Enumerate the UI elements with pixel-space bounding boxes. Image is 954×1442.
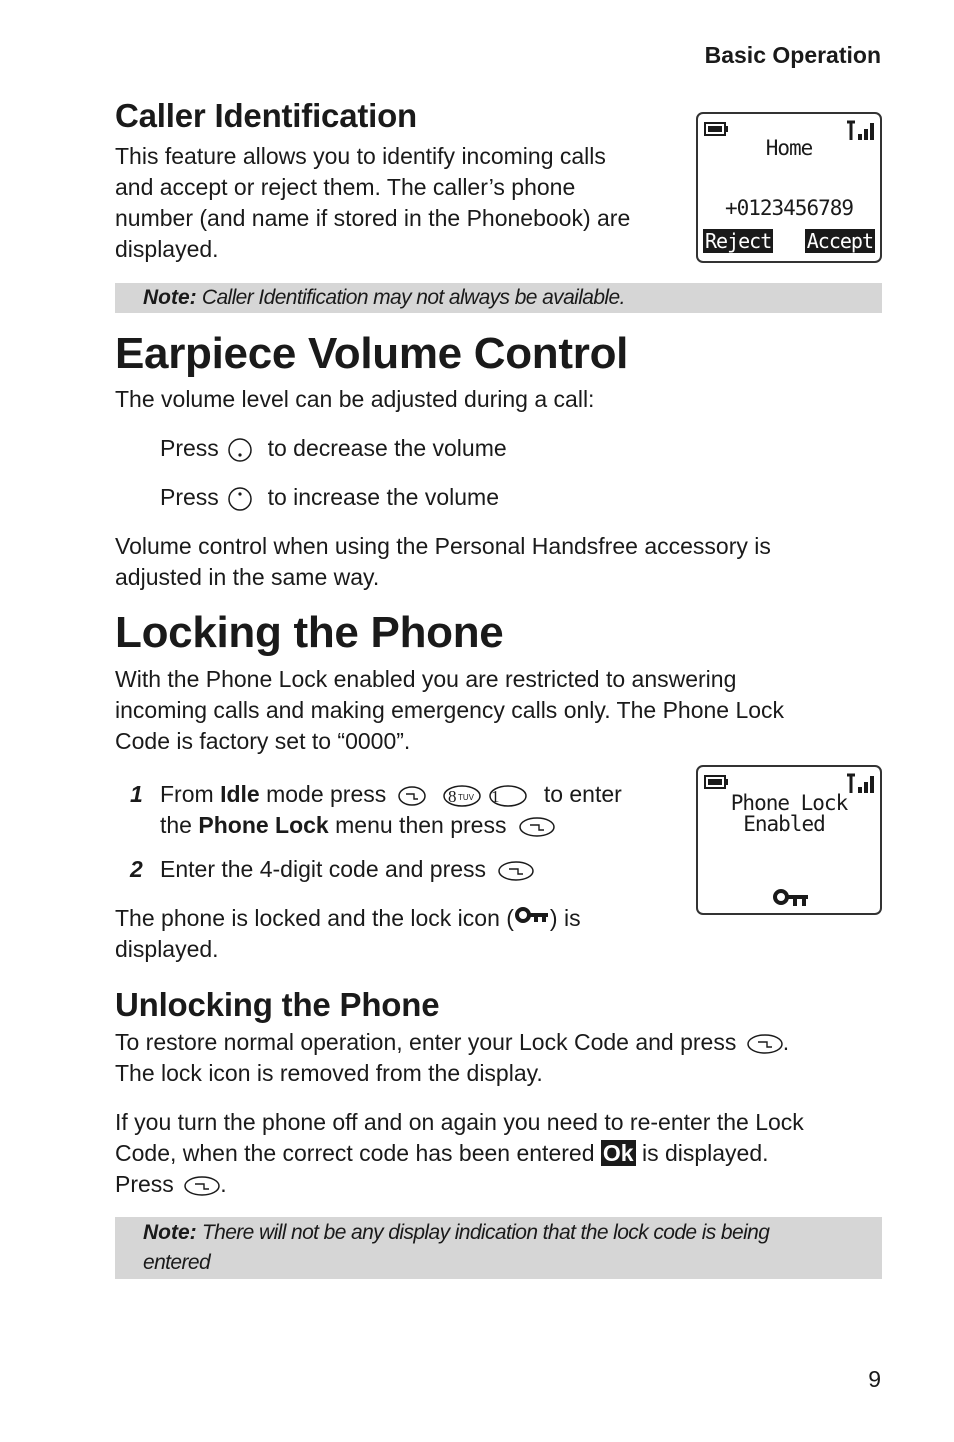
step-1-line-2 bbox=[160, 810, 557, 841]
caller-id-description bbox=[115, 141, 630, 265]
increase-text: to increase the volume bbox=[267, 484, 499, 510]
reject-softkey[interactable]: Reject bbox=[705, 229, 772, 253]
text-run: mode press bbox=[259, 781, 387, 807]
text-run: To restore normal operation, enter your Lock Code and press bbox=[115, 1029, 737, 1055]
volume-intro: The volume level can be adjusted during a call: bbox=[115, 386, 595, 412]
text-run: ) is bbox=[549, 905, 581, 931]
text-run: Code, when the correct code has been entered bbox=[115, 1140, 601, 1166]
volume-decrease-row bbox=[160, 433, 507, 464]
press-label: Press bbox=[160, 435, 219, 461]
key-8-letters: TUV bbox=[458, 792, 475, 802]
text-line: The lock icon is removed from the display. bbox=[115, 1060, 543, 1086]
text-line: displayed. bbox=[115, 236, 219, 262]
step-2-line bbox=[160, 854, 536, 885]
text-line: adjusted in the same way. bbox=[115, 564, 380, 590]
select-key-icon bbox=[745, 1033, 785, 1055]
text-run: The phone is locked and the lock icon ( bbox=[115, 905, 514, 931]
text-line: With the Phone Lock enabled you are restricted to answering bbox=[115, 666, 737, 692]
key-8-icon bbox=[441, 784, 483, 808]
text-line: number (and name if stored in the Phonebook) are bbox=[115, 205, 631, 231]
text-run: to enter bbox=[543, 781, 622, 807]
battery-icon bbox=[704, 775, 728, 789]
key-1-digit: 1 bbox=[491, 786, 500, 806]
text-line bbox=[115, 1169, 882, 1200]
text-line: incoming calls and making emergency calls only. The Phone Lock bbox=[115, 697, 785, 723]
note-text: Caller Identification may not always be available. bbox=[196, 286, 625, 309]
ok-indicator: Ok bbox=[602, 1140, 634, 1166]
phone-lock-line-1: Phone Lock bbox=[730, 791, 848, 815]
select-key-icon bbox=[517, 816, 557, 838]
phone-lock-screen bbox=[696, 765, 882, 915]
caller-id-title: Caller Identification bbox=[115, 97, 418, 134]
step-1-line-1 bbox=[160, 779, 622, 810]
key-1-icon bbox=[487, 784, 529, 808]
phone-lock-menu-label: Phone Lock bbox=[198, 812, 329, 838]
caller-name: Home bbox=[765, 136, 813, 160]
accept-softkey[interactable]: Accept bbox=[806, 229, 873, 253]
text-run: . bbox=[782, 1029, 790, 1055]
text-line: If you turn the phone off and on again you need to re-enter the Lock bbox=[115, 1109, 804, 1135]
unlocking-note bbox=[115, 1217, 882, 1279]
text-run: menu then press bbox=[328, 812, 507, 838]
running-header: Basic Operation bbox=[704, 42, 881, 68]
lock-icon bbox=[514, 906, 550, 928]
note-text: There will not be any display indication that the lock code is being bbox=[196, 1221, 770, 1244]
note-label: Note: bbox=[143, 286, 197, 309]
press-label: Press bbox=[160, 484, 219, 510]
locked-description bbox=[115, 903, 675, 965]
locking-description bbox=[115, 664, 784, 757]
volume-handsfree-text bbox=[115, 531, 771, 593]
text-run: Press bbox=[115, 1171, 174, 1197]
decrease-text: to decrease the volume bbox=[267, 435, 507, 461]
unlocking-paragraph-1 bbox=[115, 1027, 882, 1089]
step-2 bbox=[115, 854, 675, 885]
text-line: displayed. bbox=[115, 936, 219, 962]
volume-title: Earpiece Volume Control bbox=[115, 329, 629, 378]
note-label: Note: bbox=[143, 1221, 197, 1244]
text-line: This feature allows you to identify incoming calls bbox=[115, 143, 606, 169]
page-number: 9 bbox=[868, 1366, 881, 1392]
select-key-icon bbox=[397, 785, 427, 807]
battery-icon bbox=[704, 122, 728, 136]
unlocking-title: Unlocking the Phone bbox=[115, 986, 440, 1023]
volume-increase-row bbox=[160, 482, 499, 513]
text-line: Code is factory set to “0000”. bbox=[115, 728, 411, 754]
step-1 bbox=[115, 779, 675, 841]
text-line bbox=[143, 1218, 882, 1248]
caller-id-note bbox=[115, 283, 882, 313]
caller-id-screen bbox=[696, 112, 882, 263]
text-line: and accept or reject them. The caller’s phone bbox=[115, 174, 576, 200]
key-8-digit: 8 bbox=[448, 786, 457, 806]
text-line bbox=[115, 1138, 882, 1169]
text-run: . bbox=[220, 1171, 227, 1197]
text-line: entered bbox=[143, 1251, 211, 1274]
caller-number: +0123456789 bbox=[724, 196, 854, 220]
volume-down-key-icon bbox=[227, 437, 257, 463]
volume-up-key-icon bbox=[227, 486, 257, 512]
text-run: From bbox=[160, 781, 221, 807]
idle-mode-label: Idle bbox=[220, 781, 260, 807]
text-run: the bbox=[160, 812, 199, 838]
select-key-icon bbox=[496, 860, 536, 882]
text-line bbox=[115, 903, 675, 934]
unlocking-paragraph-2 bbox=[115, 1107, 882, 1200]
lock-icon bbox=[772, 887, 810, 909]
locking-title: Locking the Phone bbox=[115, 608, 504, 657]
phone-lock-line-2: Enabled bbox=[743, 812, 825, 836]
text-run: is displayed. bbox=[635, 1140, 769, 1166]
step-number: 1 bbox=[130, 781, 143, 807]
text-line: Volume control when using the Personal Handsfree accessory is bbox=[115, 533, 771, 559]
text-line bbox=[115, 1027, 882, 1058]
select-key-icon bbox=[182, 1175, 222, 1197]
text-run: Enter the 4-digit code and press bbox=[160, 856, 487, 882]
step-number: 2 bbox=[130, 856, 143, 882]
